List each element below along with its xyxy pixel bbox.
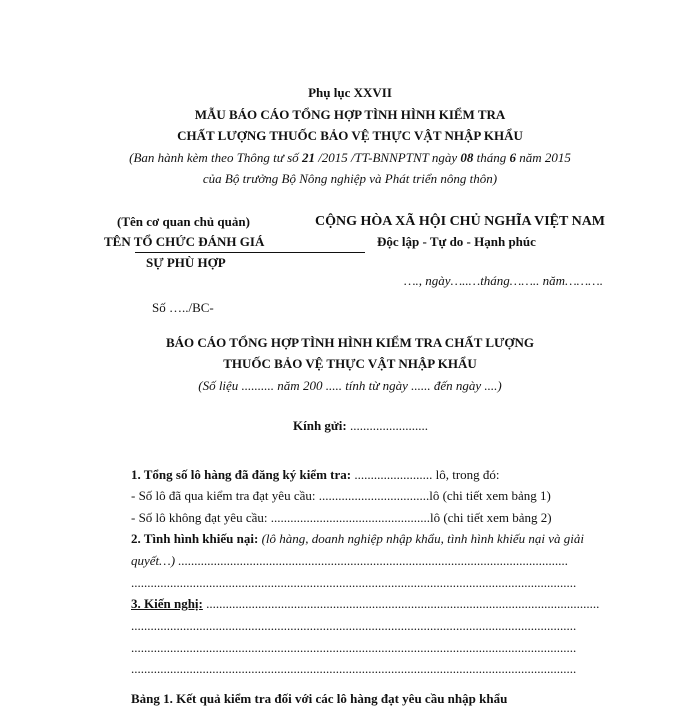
section-2-line: 2. Tình hình khiếu nại: (lô hàng, doanh nghiệp nhập khẩu, tình hình khiếu nại và giải bbox=[131, 531, 584, 546]
section-3-label: 3. Kiến nghị: bbox=[131, 596, 203, 611]
section-3-dots-1: ......................................................................................................................................... bbox=[131, 618, 577, 633]
appendix-title-line2: CHẤT LƯỢNG THUỐC BẢO VỆ THỰC VẬT NHẬP KHẨU bbox=[177, 128, 523, 143]
section-1-label: 1. Tổng số lô hàng đã đăng ký kiểm tra: bbox=[131, 467, 352, 482]
circular-number: 21 bbox=[301, 150, 315, 165]
section-1-failed: - Số lô không đạt yêu cầu: .................................................lô (chi tiết xem bảng 2) bbox=[131, 510, 552, 525]
issue-month: 6 bbox=[509, 150, 516, 165]
issuing-authority-line: của Bộ trưởng Bộ Nông nghiệp và Phát triển nông thôn) bbox=[202, 171, 498, 186]
organization-name-line1: TÊN TỔ CHỨC ĐÁNH GIÁ bbox=[104, 234, 265, 249]
report-period: (Số liệu .......... năm 200 ..... tính từ ngày ...... đến ngày ....) bbox=[198, 378, 502, 393]
appendix-title-line1: MẪU BÁO CÁO TỔNG HỢP TÌNH HÌNH KIỂM TRA bbox=[194, 107, 506, 122]
recipient-line: Kính gửi: ........................ bbox=[293, 418, 428, 433]
header-left-rule bbox=[135, 252, 365, 253]
section-2-dots: ......................................................................................................................................... bbox=[131, 575, 577, 590]
national-title: CỘNG HÒA XÃ HỘI CHỦ NGHĨA VIỆT NAM bbox=[315, 214, 606, 229]
report-title-line1: BÁO CÁO TỔNG HỢP TÌNH HÌNH KIỂM TRA CHẤT LƯỢNG bbox=[165, 335, 535, 350]
issuing-circular-line: (Ban hành kèm theo Thông tư số 21 /2015 /TT-BNNPTNT ngày 08 tháng 6 năm 2015 bbox=[129, 150, 571, 165]
document-number: Số …../BC- bbox=[152, 300, 214, 315]
date-line: …., ngày…..…tháng…….. năm………. bbox=[404, 273, 603, 288]
section-2-label: 2. Tình hình khiếu nại: bbox=[131, 531, 259, 546]
section-1-line: 1. Tổng số lô hàng đã đăng ký kiểm tra: ........................ lô, trong đó: bbox=[131, 467, 500, 482]
national-motto: Độc lập - Tự do - Hạnh phúc bbox=[377, 234, 536, 249]
table-1-caption: Bảng 1. Kết quả kiểm tra đối với các lô hàng đạt yêu cầu nhập khẩu bbox=[131, 691, 508, 706]
section-1-passed: - Số lô đã qua kiểm tra đạt yêu cầu: ..................................lô (chi tiết xem bảng 1) bbox=[131, 488, 551, 503]
organization-name-line2: SỰ PHÙ HỢP bbox=[146, 255, 226, 270]
section-3-dots-2: ......................................................................................................................................... bbox=[131, 640, 577, 655]
issue-day: 08 bbox=[460, 150, 474, 165]
section-3-line: 3. Kiến nghị: ......................................................................................................................... bbox=[131, 596, 600, 611]
section-3-dots-3: ......................................................................................................................................... bbox=[131, 661, 577, 676]
appendix-label: Phụ lục XXVII bbox=[308, 85, 392, 100]
governing-agency: (Tên cơ quan chủ quản) bbox=[117, 214, 250, 229]
report-title-line2: THUỐC BẢO VỆ THỰC VẬT NHẬP KHẨU bbox=[223, 356, 477, 371]
section-2-continuation: quyết…) ........................................................................................................................ bbox=[131, 553, 569, 568]
